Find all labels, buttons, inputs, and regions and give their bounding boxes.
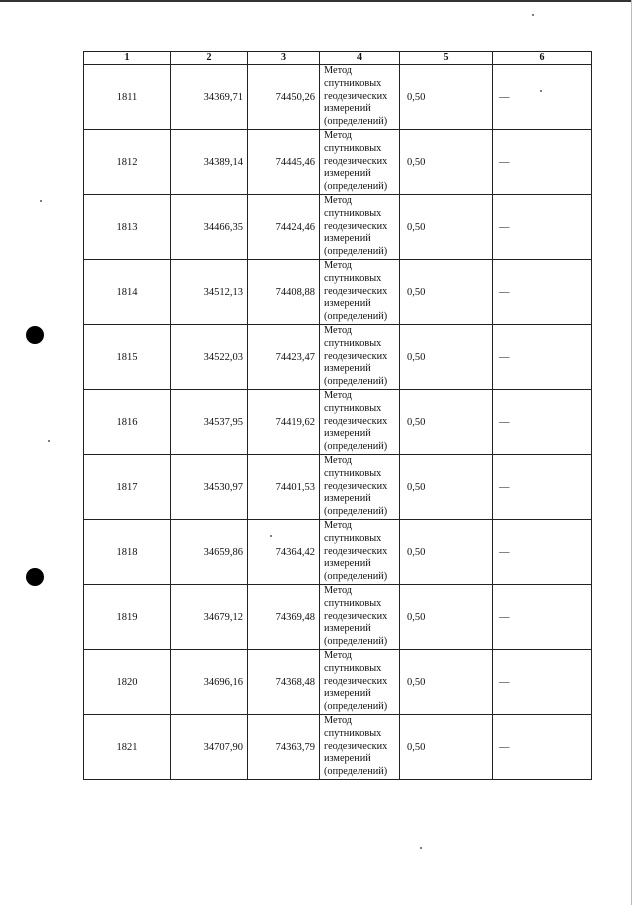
coordinate-y: 74424,46 (248, 195, 320, 260)
note-cell: — (493, 195, 592, 260)
note-cell: — (493, 260, 592, 325)
method-cell: Метод спутниковых геодезических измерений (определений) (320, 585, 400, 650)
note-cell: — (493, 325, 592, 390)
point-number: 1819 (84, 585, 171, 650)
coordinate-x: 34512,13 (171, 260, 248, 325)
coordinate-y: 74401,53 (248, 455, 320, 520)
coordinate-x: 34530,97 (171, 455, 248, 520)
accuracy-cell: 0,50 (400, 520, 493, 585)
coordinate-y: 74423,47 (248, 325, 320, 390)
scan-speck (48, 440, 50, 442)
point-number: 1813 (84, 195, 171, 260)
coordinate-y: 74419,62 (248, 390, 320, 455)
method-cell: Метод спутниковых геодезических измерений (определений) (320, 65, 400, 130)
point-number: 1817 (84, 455, 171, 520)
note-cell: — (493, 520, 592, 585)
method-cell: Метод спутниковых геодезических измерений (определений) (320, 520, 400, 585)
table-row (84, 715, 592, 780)
note-cell: — (493, 65, 592, 130)
accuracy-cell: 0,50 (400, 585, 493, 650)
coordinate-x: 34466,35 (171, 195, 248, 260)
column-header: 2 (171, 52, 248, 65)
method-cell: Метод спутниковых геодезических измерений (определений) (320, 715, 400, 780)
accuracy-cell: 0,50 (400, 325, 493, 390)
coordinate-y: 74369,48 (248, 585, 320, 650)
accuracy-cell: 0,50 (400, 390, 493, 455)
column-header: 5 (400, 52, 493, 65)
table-header-row (84, 52, 592, 65)
point-number: 1816 (84, 390, 171, 455)
table-row (84, 390, 592, 455)
point-number: 1814 (84, 260, 171, 325)
method-cell: Метод спутниковых геодезических измерений (определений) (320, 260, 400, 325)
note-cell: — (493, 390, 592, 455)
accuracy-cell: 0,50 (400, 715, 493, 780)
coordinate-x: 34659,86 (171, 520, 248, 585)
coordinate-x: 34389,14 (171, 130, 248, 195)
note-cell: — (493, 130, 592, 195)
accuracy-cell: 0,50 (400, 455, 493, 520)
coordinate-y: 74368,48 (248, 650, 320, 715)
coordinate-y: 74450,26 (248, 65, 320, 130)
method-cell: Метод спутниковых геодезических измерений (определений) (320, 390, 400, 455)
scan-speck (420, 847, 422, 849)
accuracy-cell: 0,50 (400, 65, 493, 130)
note-cell: — (493, 455, 592, 520)
coordinate-x: 34696,16 (171, 650, 248, 715)
point-number: 1820 (84, 650, 171, 715)
table-row (84, 260, 592, 325)
column-header: 6 (493, 52, 592, 65)
accuracy-cell: 0,50 (400, 195, 493, 260)
coordinate-y: 74408,88 (248, 260, 320, 325)
punch-hole (26, 326, 44, 344)
coordinate-x: 34369,71 (171, 65, 248, 130)
table-row (84, 585, 592, 650)
point-number: 1818 (84, 520, 171, 585)
coordinate-x: 34679,12 (171, 585, 248, 650)
page-top-edge (0, 0, 632, 2)
method-cell: Метод спутниковых геодезических измерений (определений) (320, 325, 400, 390)
coordinate-y: 74445,46 (248, 130, 320, 195)
scan-speck (40, 200, 42, 202)
table-row (84, 520, 592, 585)
note-cell: — (493, 650, 592, 715)
table-row (84, 195, 592, 260)
coordinate-y: 74363,79 (248, 715, 320, 780)
column-header: 3 (248, 52, 320, 65)
coordinate-x: 34707,90 (171, 715, 248, 780)
table-row (84, 325, 592, 390)
table-row (84, 130, 592, 195)
table-body (84, 65, 592, 780)
point-number: 1821 (84, 715, 171, 780)
coordinates-table (83, 51, 592, 780)
note-cell: — (493, 715, 592, 780)
table-row (84, 455, 592, 520)
method-cell: Метод спутниковых геодезических измерений (определений) (320, 650, 400, 715)
accuracy-cell: 0,50 (400, 130, 493, 195)
coordinate-y: 74364,42 (248, 520, 320, 585)
point-number: 1815 (84, 325, 171, 390)
coordinate-x: 34522,03 (171, 325, 248, 390)
column-header: 1 (84, 52, 171, 65)
point-number: 1811 (84, 65, 171, 130)
method-cell: Метод спутниковых геодезических измерений (определений) (320, 195, 400, 260)
accuracy-cell: 0,50 (400, 650, 493, 715)
table-row (84, 650, 592, 715)
table-row (84, 65, 592, 130)
point-number: 1812 (84, 130, 171, 195)
punch-hole (26, 568, 44, 586)
scan-speck (532, 14, 534, 16)
coordinate-x: 34537,95 (171, 390, 248, 455)
method-cell: Метод спутниковых геодезических измерений (определений) (320, 130, 400, 195)
method-cell: Метод спутниковых геодезических измерений (определений) (320, 455, 400, 520)
column-header: 4 (320, 52, 400, 65)
accuracy-cell: 0,50 (400, 260, 493, 325)
note-cell: — (493, 585, 592, 650)
